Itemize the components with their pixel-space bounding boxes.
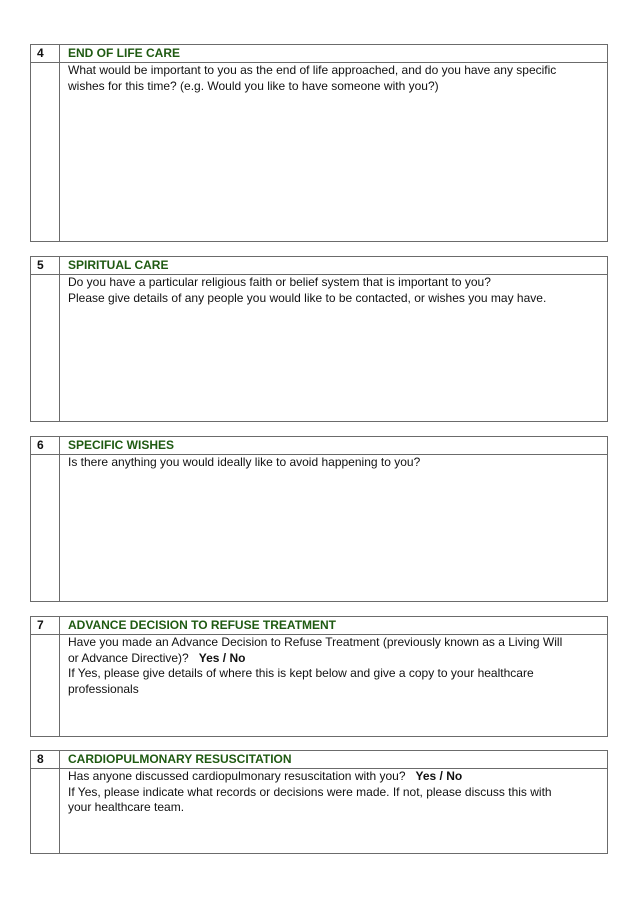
- section-end-of-life-care: [30, 44, 608, 242]
- section-number-column: [31, 437, 60, 601]
- section-title: END OF LIFE CARE: [68, 46, 181, 60]
- section-title: CARDIOPULMONARY RESUSCITATION: [68, 752, 292, 766]
- section-number: 7: [31, 617, 59, 635]
- section-number: 4: [31, 45, 59, 63]
- yes-no-choice[interactable]: Yes / No: [415, 769, 463, 783]
- section-number-column: [31, 45, 60, 241]
- section-content: [68, 617, 597, 697]
- section-number-column: [31, 257, 60, 421]
- section-advance-decision: [30, 616, 608, 737]
- section-title: SPIRITUAL CARE: [68, 258, 169, 272]
- section-question: [68, 635, 597, 697]
- section-question: [68, 769, 597, 816]
- section-question: [68, 275, 597, 306]
- section-content: [68, 45, 597, 94]
- question-line: or Advance Directive)?: [68, 650, 189, 665]
- section-question: [68, 63, 597, 94]
- yes-no-choice[interactable]: Yes / No: [198, 650, 246, 665]
- question-line: If Yes, please indicate what records or decisions were made. If not, please discuss this with: [68, 784, 552, 799]
- section-number: 5: [31, 257, 59, 275]
- question-line: Is there anything you would ideally like to avoid happening to you?: [68, 455, 421, 469]
- section-content: [68, 257, 597, 306]
- question-line: Has anyone discussed cardiopulmonary resuscitation with you?: [68, 769, 406, 783]
- section-cpr: [30, 750, 608, 854]
- section-number: 6: [31, 437, 59, 455]
- question-line: wishes for this time? (e.g. Would you like to have someone with you?): [68, 78, 439, 93]
- section-specific-wishes: [30, 436, 608, 602]
- section-number: 8: [31, 751, 59, 769]
- section-content: [68, 437, 597, 471]
- section-number-column: [31, 617, 60, 736]
- section-title: SPECIFIC WISHES: [68, 438, 175, 452]
- section-spiritual-care: [30, 256, 608, 422]
- question-line: What would be important to you as the end of life approached, and do you have any specific: [68, 63, 557, 77]
- question-line: Have you made an Advance Decision to Refuse Treatment (previously known as a Living Will: [68, 635, 563, 649]
- section-number-column: [31, 751, 60, 853]
- question-line: your healthcare team.: [68, 800, 185, 814]
- section-content: [68, 751, 597, 816]
- section-title: ADVANCE DECISION TO REFUSE TREATMENT: [68, 618, 337, 632]
- question-line: Do you have a particular religious faith or belief system that is important to you?: [68, 275, 491, 289]
- section-question: [68, 455, 597, 471]
- question-line: If Yes, please give details of where this is kept below and give a copy to your healthcare: [68, 666, 534, 680]
- question-line: Please give details of any people you would like to be contacted, or wishes you may have.: [68, 290, 547, 305]
- question-line: professionals: [68, 681, 139, 696]
